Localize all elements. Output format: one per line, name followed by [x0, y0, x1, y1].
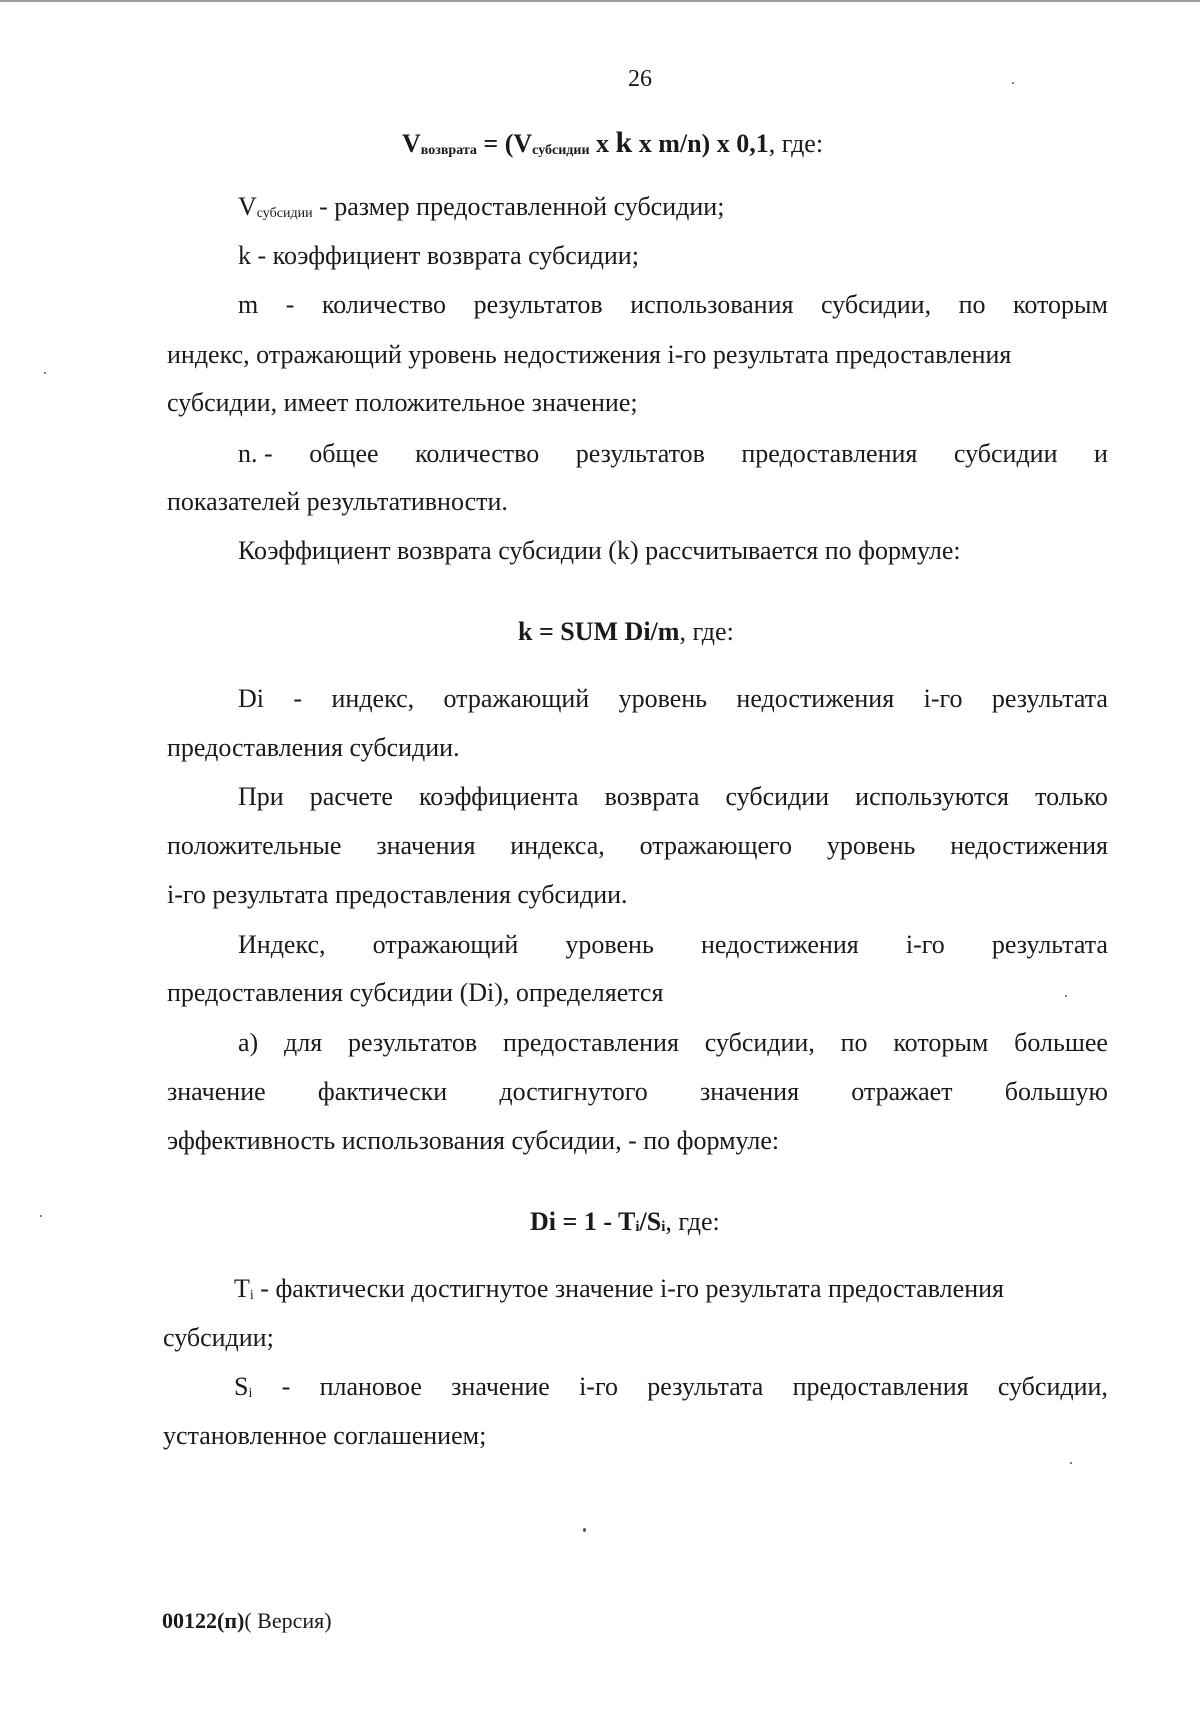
def-si-line1 — [234, 1372, 1108, 1402]
def-n-word: количество — [415, 439, 540, 468]
def-di-word: индекс, — [331, 684, 415, 713]
formula-vs-sub: субсидии — [532, 143, 590, 158]
def-n-line1 — [238, 439, 1108, 469]
scan-speck — [1070, 1462, 1072, 1464]
def-ti-line1 — [234, 1274, 1004, 1304]
def-di-word: отражающий — [443, 684, 590, 713]
formula-di-slash: /S — [639, 1207, 662, 1236]
index-intro-word: недостижения — [700, 930, 859, 959]
def-m-word: m — [238, 290, 259, 319]
def-di-word: результата — [991, 684, 1108, 713]
def-n-word: результатов — [575, 439, 705, 468]
def-m-word: которым — [1013, 290, 1108, 319]
def-v-subsidy — [238, 192, 724, 222]
calc-note-line2 — [167, 831, 1108, 861]
calc-note-word: только — [1035, 782, 1108, 811]
def-di-word: i-го — [923, 684, 963, 713]
calc-note-line1 — [238, 782, 1108, 812]
scan-speck — [1012, 82, 1014, 84]
def-di-word: уровень — [618, 684, 708, 713]
case-a-word: для — [284, 1028, 323, 1057]
index-intro-word: уровень — [565, 930, 654, 959]
def-si-word: плановое — [319, 1372, 422, 1401]
def-di-line1 — [238, 684, 1108, 714]
case-a-word: достигнутого — [499, 1077, 648, 1106]
scan-speck — [1065, 995, 1067, 997]
formula-v-letter: V — [402, 129, 421, 158]
def-si-sub: i — [248, 1386, 253, 1401]
case-a-word: субсидии, — [704, 1028, 815, 1057]
formula-mid1: = ( — [476, 129, 514, 158]
def-n-word: субсидии — [953, 439, 1058, 468]
case-a-word: большую — [1004, 1077, 1108, 1106]
formula-tail: x m/n) x 0,1 — [632, 129, 769, 158]
def-k: k - коэффициент возврата субсидии; — [238, 241, 639, 270]
case-a-word: значение — [167, 1077, 266, 1106]
page-number: 26 — [628, 66, 652, 92]
calc-note-word: используются — [855, 782, 1010, 811]
def-n-line2: показателей результативности. — [167, 487, 508, 516]
formula-v-sub: возврата — [420, 143, 477, 158]
index-intro-line2: предоставления субсидии (Di), определяется — [167, 978, 664, 1007]
def-si-word: предоставления — [792, 1372, 969, 1401]
scan-speck — [44, 372, 46, 374]
calc-note-word: При — [238, 782, 284, 811]
case-a-word: по — [840, 1028, 868, 1057]
def-di-word: Di — [238, 684, 264, 713]
def-v-text: - размер предоставленной субсидии; — [312, 192, 725, 221]
calc-note-word: значения — [376, 831, 476, 860]
formula-di — [530, 1207, 720, 1237]
def-si-word: результата — [647, 1372, 764, 1401]
def-v-letter: V — [238, 192, 257, 221]
formula-k-sum — [518, 617, 734, 647]
def-m-line1 — [238, 290, 1108, 320]
def-n-word: общее — [309, 439, 379, 468]
scan-speck — [583, 1528, 586, 1532]
def-m-word: по — [958, 290, 986, 319]
formula-return-volume — [402, 126, 823, 160]
formula-mid2: x — [589, 129, 616, 158]
def-si-letter: S — [234, 1372, 249, 1401]
def-m-word: количество — [321, 290, 447, 319]
def-si-word: субсидии, — [997, 1372, 1108, 1401]
calc-note-word: уровень — [826, 831, 916, 860]
k-intro: Коэффициент возврата субсидии (k) рассчитывается по формуле: — [238, 536, 961, 565]
calc-note-word: индекса, — [510, 831, 605, 860]
def-m-line3: субсидии, имеет положительное значение; — [167, 388, 638, 417]
calc-note-line3: i-го результата предоставления субсидии. — [167, 880, 628, 909]
index-intro-word: отражающий — [372, 930, 519, 959]
document-code — [162, 1608, 332, 1634]
formula-di-t-sub: i — [635, 1219, 640, 1235]
calc-note-word: субсидии — [725, 782, 830, 811]
case-a-word: которым — [893, 1028, 989, 1057]
calc-note-word: коэффициента — [418, 782, 579, 811]
def-m-word: - — [285, 290, 295, 319]
case-a-line2 — [167, 1077, 1108, 1107]
case-a-word: а) — [238, 1028, 259, 1057]
formula-di-s-sub: i — [661, 1219, 666, 1235]
def-v-sub: субсидии — [256, 206, 313, 221]
calc-note-word: отражающего — [639, 831, 793, 860]
def-m-line2: индекс, отражающий уровень недостижения i-го результата предоставления — [167, 340, 1012, 369]
case-a-word: результатов — [348, 1028, 478, 1057]
def-di-word: недостижения — [736, 684, 895, 713]
formula-vs-letter: V — [513, 129, 533, 158]
def-si-term — [234, 1372, 252, 1402]
document-version: ( Версия) — [244, 1608, 332, 1633]
def-si-word: значение — [451, 1372, 550, 1401]
def-si-word: i-го — [579, 1372, 618, 1401]
index-intro-word: Индекс, — [238, 930, 326, 959]
index-intro-line1 — [238, 930, 1108, 960]
def-n-word: предоставления — [741, 439, 918, 468]
def-si-word: - — [281, 1372, 291, 1401]
def-si-line2: установленное соглашением; — [163, 1421, 487, 1450]
calc-note-word: расчете — [309, 782, 393, 811]
index-intro-word: результата — [991, 930, 1108, 959]
def-n-word: n. - — [238, 439, 273, 468]
def-ti-sub: i — [249, 1288, 254, 1303]
case-a-word: предоставления — [502, 1028, 679, 1057]
def-ti-rest: - фактически достигнутое значение i-го результата предоставления — [253, 1274, 1004, 1303]
def-m-word: результатов — [473, 290, 603, 319]
document-code-number: 00122(п) — [162, 1608, 245, 1633]
def-di-word: - — [293, 684, 303, 713]
calc-note-word: возврата — [604, 782, 700, 811]
case-a-line3: эффективность использования субсидии, - по формуле: — [167, 1126, 780, 1155]
calc-note-word: положительные — [167, 831, 342, 860]
calc-note-word: недостижения — [950, 831, 1108, 860]
formula-k: k — [615, 126, 633, 159]
case-a-line1 — [238, 1028, 1108, 1058]
case-a-word: большее — [1014, 1028, 1108, 1057]
formula-k-sum-body: k = SUM Di/m — [518, 617, 680, 646]
formula-di-lhs: Di = 1 - T — [530, 1207, 636, 1236]
def-n-word: и — [1094, 439, 1108, 468]
scan-top-edge — [0, 0, 1200, 2]
formula-k-sum-where: , где: — [679, 617, 734, 646]
def-m-word: субсидии, — [820, 290, 932, 319]
case-a-word: фактически — [317, 1077, 448, 1106]
def-ti-line2: субсидии; — [163, 1323, 274, 1352]
formula-where: , где: — [768, 129, 824, 158]
case-a-word: отражает — [851, 1077, 953, 1106]
index-intro-word: i-го — [905, 930, 945, 959]
formula-di-where: , где: — [665, 1207, 720, 1236]
scan-speck — [40, 1215, 42, 1217]
def-m-word: использования — [630, 290, 794, 319]
def-ti-letter: T — [234, 1274, 250, 1303]
def-di-line2: предоставления субсидии. — [167, 733, 460, 762]
case-a-word: значения — [699, 1077, 800, 1106]
